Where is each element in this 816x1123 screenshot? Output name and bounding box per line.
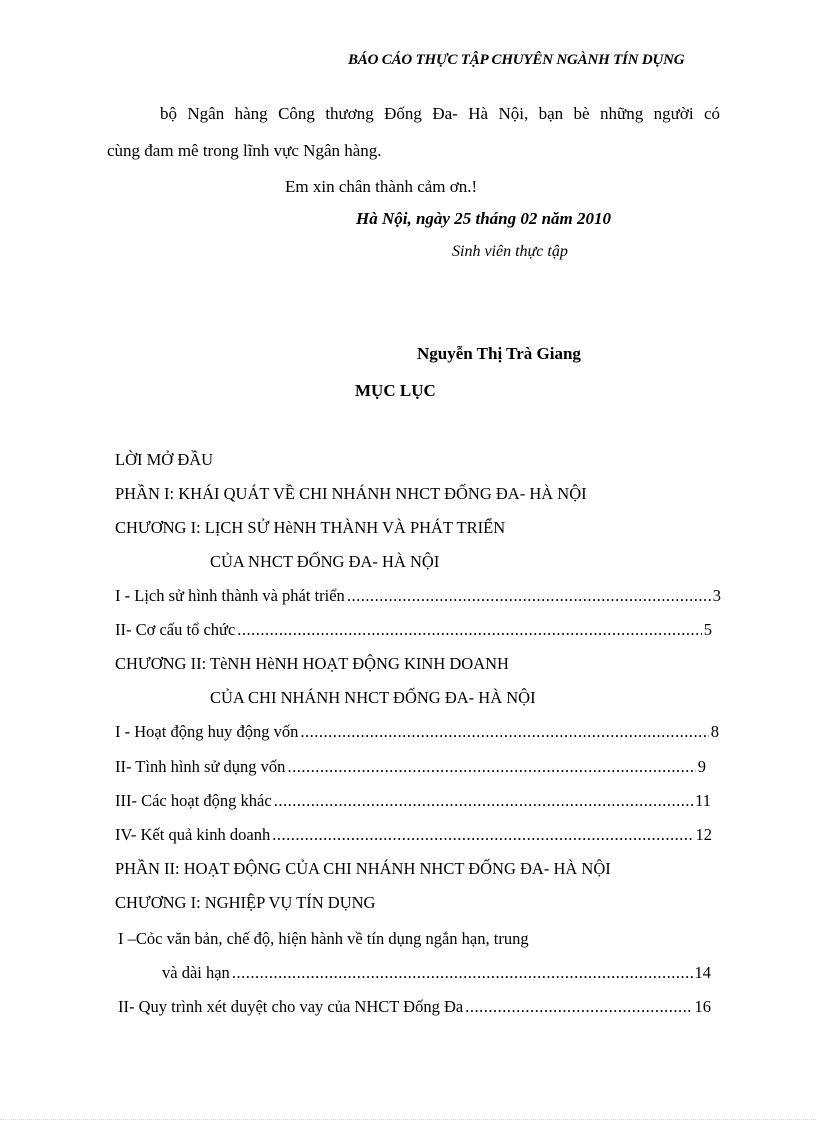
toc-heading-chapter2-sub: CỦA CHI NHÁNH NHCT ĐỐNG ĐA- HÀ NỘI [210, 688, 536, 707]
student-name: Nguyễn Thị Trà Giang [417, 344, 581, 363]
toc-entry[interactable] [118, 997, 711, 1017]
toc-entry-label: II- Cơ cấu tổ chức [115, 620, 236, 639]
toc-entry-label: và dài hạn [162, 963, 230, 982]
toc-entry-label: I - Hoạt động huy động vốn [115, 722, 299, 741]
toc-entry-label: IV- Kết quả kinh doanh [115, 825, 271, 844]
leader-dots [300, 722, 708, 742]
acknowledgement-line-1: bộ Ngân hàng Công thương Đống Đa- Hà Nội, bạn bè những người có [160, 104, 720, 123]
toc-entry-label: I - Lịch sử hình thành và phát triển [115, 586, 345, 605]
leader-dots [274, 791, 693, 811]
leader-dots [272, 825, 693, 845]
toc-title: MỤC LỤC [355, 381, 436, 400]
date-line: Hà Nội, ngày 25 tháng 02 năm 2010 [356, 209, 612, 228]
toc-heading-part2-chapter1: CHƯƠNG I: NGHIỆP VỤ TÍN DỤNG [115, 893, 376, 912]
toc-entry-label: II- Quy trình xét duyệt cho vay của NHCT Đống Đa [118, 997, 464, 1016]
toc-entry-label: III- Các hoạt động khác [115, 791, 272, 810]
leader-dots [465, 997, 692, 1017]
toc-heading-chapter2: CHƯƠNG II: TèNH HèNH HOẠT ĐỘNG KINH DOANH [115, 654, 509, 673]
toc-entry-page: 5 [703, 620, 712, 639]
toc-heading-part2: PHẦN II: HOẠT ĐỘNG CỦA CHI NHÁNH NHCT ĐỐNG ĐA- HÀ NỘI [115, 859, 611, 878]
toc-entry-page: 9 [697, 757, 706, 776]
leader-dots [287, 757, 695, 777]
toc-entry-page: 3 [712, 586, 721, 605]
thanks-line: Em xin chân thành cảm ơn.! [285, 177, 478, 196]
toc-entry-page: 12 [695, 825, 712, 844]
toc-entry-label: II- Tình hình sử dụng vốn [115, 757, 286, 776]
leader-dots [347, 586, 711, 606]
toc-entry[interactable] [115, 791, 711, 811]
acknowledgement-line-2: cùng đam mê trong lĩnh vực Ngân hàng. [107, 141, 382, 160]
running-header: BÁO CÁO THỰC TẬP CHUYÊN NGÀNH TÍN DỤNG [348, 52, 685, 68]
toc-entry-page: 14 [694, 963, 711, 982]
toc-entry-page: 8 [710, 722, 719, 741]
toc-entry-page: 11 [695, 791, 711, 810]
toc-entry[interactable] [115, 586, 721, 606]
toc-entry-multiline-first-line[interactable]: I –Cỏc văn bản, chế độ, hiện hành về tín dụng ngắn hạn, trung [118, 929, 529, 948]
toc-heading-part1: PHẦN I: KHÁI QUÁT VỀ CHI NHÁNH NHCT ĐỐNG ĐA- HÀ NỘI [115, 484, 587, 503]
toc-entry[interactable] [115, 722, 719, 742]
toc-entry[interactable] [115, 620, 712, 640]
toc-entry[interactable] [115, 757, 706, 777]
leader-dots [237, 620, 701, 640]
toc-entry-page: 16 [694, 997, 711, 1016]
page-bottom-divider [0, 1119, 816, 1120]
toc-entry[interactable] [115, 825, 712, 845]
leader-dots [232, 963, 693, 983]
toc-heading-chapter1-sub: CỦA NHCT ĐỐNG ĐA- HÀ NỘI [210, 552, 440, 571]
student-role: Sinh viên thực tập [452, 243, 568, 260]
toc-entry[interactable] [162, 963, 711, 983]
toc-heading-intro: LỜI MỞ ĐẦU [115, 450, 214, 469]
toc-heading-chapter1: CHƯƠNG I: LỊCH SỬ HèNH THÀNH VÀ PHÁT TRIỂN [115, 518, 506, 537]
